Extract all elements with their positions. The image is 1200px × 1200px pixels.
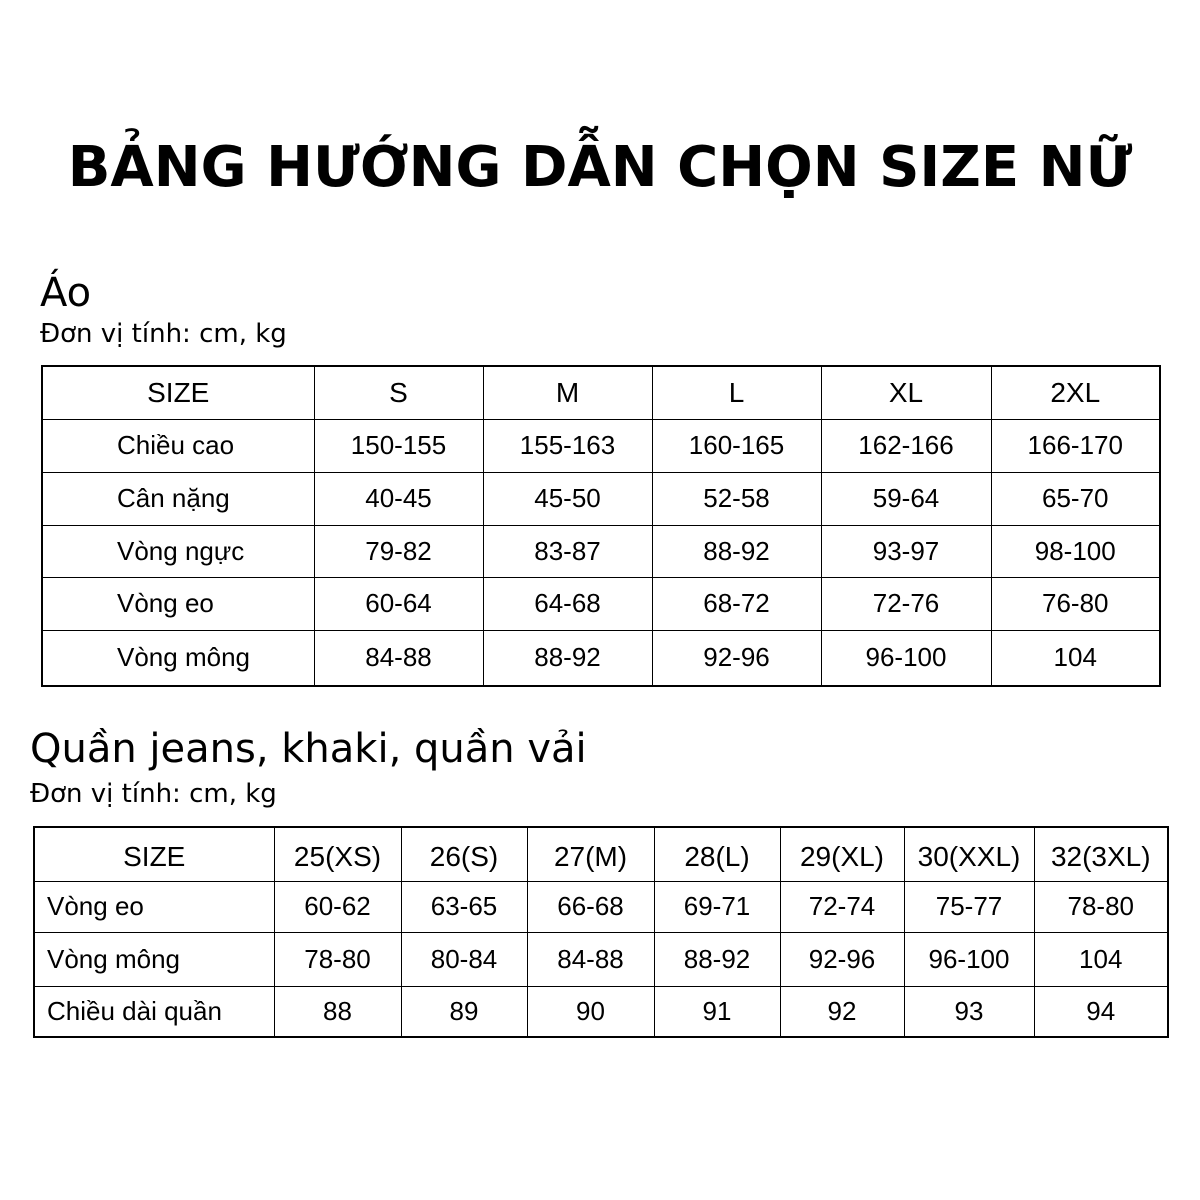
table-header-row <box>42 366 1160 419</box>
table-cell: 93-97 <box>821 525 991 577</box>
table-cell: 104 <box>1034 932 1168 986</box>
row-label: Vòng mông <box>42 630 314 686</box>
header-cell-size: SIZE <box>34 827 274 881</box>
table-cell: 93 <box>904 986 1034 1037</box>
table-row <box>34 986 1168 1037</box>
page-title: BẢNG HƯỚNG DẪN CHỌN SIZE NỮ <box>67 135 1133 200</box>
table-cell: 63-65 <box>401 881 527 932</box>
header-cell: 32(3XL) <box>1034 827 1168 881</box>
table-cell: 68-72 <box>652 577 821 630</box>
table-cell: 90 <box>527 986 654 1037</box>
table-cell: 96-100 <box>821 630 991 686</box>
table-cell: 80-84 <box>401 932 527 986</box>
shirt-unit-label: Đơn vị tính: cm, kg <box>40 319 287 349</box>
table-cell: 40-45 <box>314 472 483 525</box>
table-cell: 88-92 <box>652 525 821 577</box>
table-row <box>42 472 1160 525</box>
table-cell: 76-80 <box>991 577 1160 630</box>
table-header-row <box>34 827 1168 881</box>
table-row <box>34 881 1168 932</box>
table-row <box>42 577 1160 630</box>
table-cell: 94 <box>1034 986 1168 1037</box>
table-cell: 45-50 <box>483 472 652 525</box>
table-cell: 96-100 <box>904 932 1034 986</box>
table-cell: 72-74 <box>780 881 904 932</box>
header-cell: 30(XXL) <box>904 827 1034 881</box>
table-cell: 98-100 <box>991 525 1160 577</box>
table-cell: 66-68 <box>527 881 654 932</box>
pants-section-title: Quần jeans, khaki, quần vải <box>30 726 587 772</box>
table-cell: 78-80 <box>274 932 401 986</box>
row-label: Chiều dài quần <box>34 986 274 1037</box>
table-cell: 155-163 <box>483 419 652 472</box>
table-cell: 84-88 <box>314 630 483 686</box>
row-label: Vòng mông <box>34 932 274 986</box>
row-label: Chiều cao <box>42 419 314 472</box>
table-cell: 92 <box>780 986 904 1037</box>
table-row <box>42 419 1160 472</box>
shirt-size-table <box>41 365 1161 687</box>
table-cell: 52-58 <box>652 472 821 525</box>
header-cell: M <box>483 366 652 419</box>
table-cell: 84-88 <box>527 932 654 986</box>
header-cell: S <box>314 366 483 419</box>
header-cell: 28(L) <box>654 827 780 881</box>
shirt-section-title: Áo <box>40 270 92 316</box>
table-cell: 92-96 <box>780 932 904 986</box>
table-cell: 59-64 <box>821 472 991 525</box>
table-cell: 60-64 <box>314 577 483 630</box>
table-cell: 72-76 <box>821 577 991 630</box>
row-label: Vòng eo <box>34 881 274 932</box>
table-cell: 79-82 <box>314 525 483 577</box>
table-cell: 64-68 <box>483 577 652 630</box>
header-cell: 27(M) <box>527 827 654 881</box>
table-cell: 88-92 <box>654 932 780 986</box>
table-cell: 88 <box>274 986 401 1037</box>
table-cell: 83-87 <box>483 525 652 577</box>
table-cell: 75-77 <box>904 881 1034 932</box>
pants-size-table <box>33 826 1169 1038</box>
row-label: Vòng eo <box>42 577 314 630</box>
header-cell: 29(XL) <box>780 827 904 881</box>
pants-unit-label: Đơn vị tính: cm, kg <box>30 779 277 809</box>
header-cell: 26(S) <box>401 827 527 881</box>
table-row <box>34 932 1168 986</box>
header-cell: 25(XS) <box>274 827 401 881</box>
table-cell: 69-71 <box>654 881 780 932</box>
table-cell: 60-62 <box>274 881 401 932</box>
table-cell: 92-96 <box>652 630 821 686</box>
table-cell: 78-80 <box>1034 881 1168 932</box>
table-cell: 160-165 <box>652 419 821 472</box>
table-cell: 162-166 <box>821 419 991 472</box>
row-label: Vòng ngực <box>42 525 314 577</box>
header-cell: XL <box>821 366 991 419</box>
table-cell: 150-155 <box>314 419 483 472</box>
table-cell: 65-70 <box>991 472 1160 525</box>
row-label: Cân nặng <box>42 472 314 525</box>
table-row <box>42 630 1160 686</box>
table-cell: 104 <box>991 630 1160 686</box>
header-cell: L <box>652 366 821 419</box>
table-cell: 91 <box>654 986 780 1037</box>
table-cell: 89 <box>401 986 527 1037</box>
header-cell: 2XL <box>991 366 1160 419</box>
table-row <box>42 525 1160 577</box>
header-cell-size: SIZE <box>42 366 314 419</box>
table-cell: 166-170 <box>991 419 1160 472</box>
table-cell: 88-92 <box>483 630 652 686</box>
